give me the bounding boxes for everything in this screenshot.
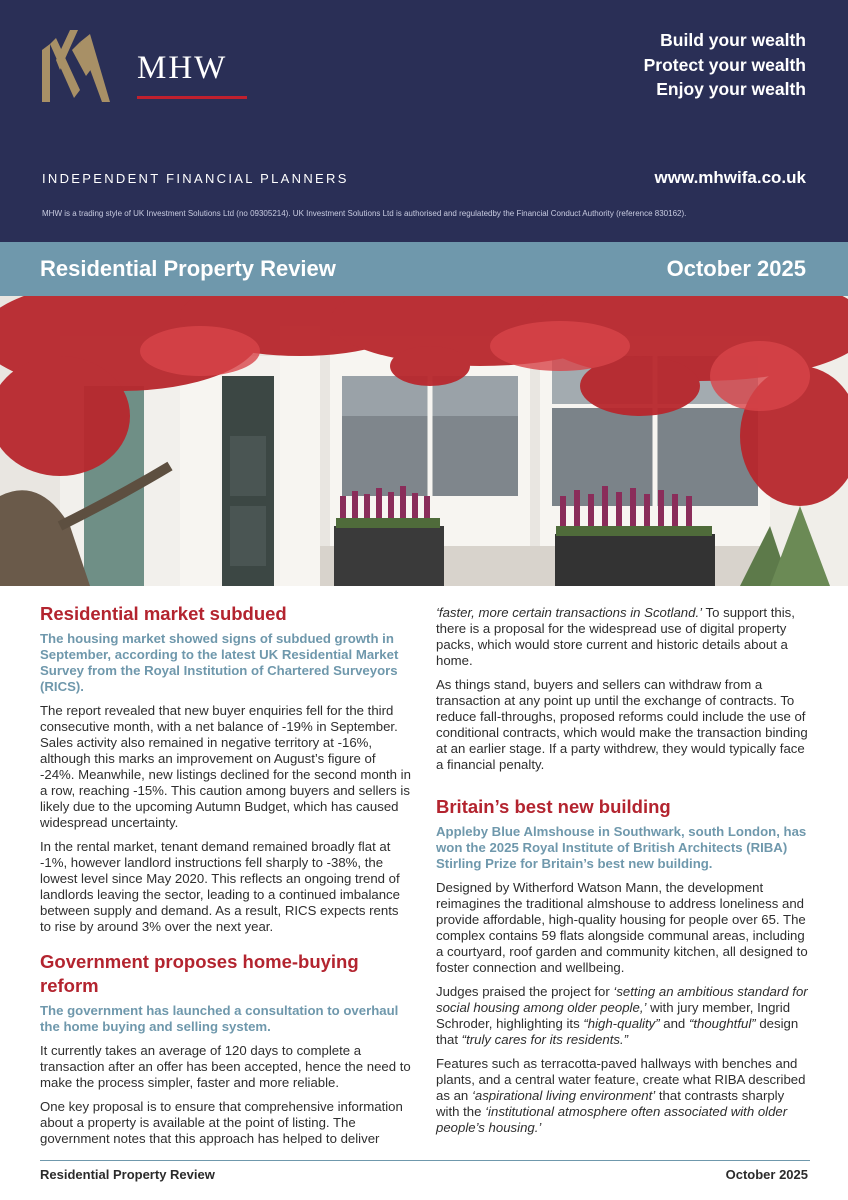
publication-date: October 2025	[666, 256, 806, 281]
mhw-logo-icon	[40, 30, 112, 104]
section-heading-building: Britain’s best new building	[436, 796, 671, 817]
brand-underline	[137, 96, 247, 99]
building-lede: Appleby Blue Almshouse in Southwark, south London, has won the 2025 Royal Institute of British Architects (RIBA) Stirling Prize for Britain’s best new building.	[436, 824, 807, 871]
tagline-enjoy: Enjoy your wealth	[656, 79, 806, 99]
reform-lede: The government has launched a consultation to overhaul the home buying and selling system.	[40, 1003, 399, 1034]
section-heading-market: Residential market subdued	[40, 603, 287, 624]
footer-divider	[40, 1160, 810, 1161]
section-heading-reform: Government proposes home-buying reform	[40, 951, 359, 996]
building-p2-text-b: with jury member, Ingrid Schroder, highlighting its	[436, 1000, 791, 1031]
building-paragraph-3	[436, 1056, 808, 1136]
building-quote-high-quality: “high-quality”	[583, 1016, 660, 1031]
tagline-protect: Protect your wealth	[643, 54, 806, 75]
hero-photo	[0, 296, 848, 586]
brand-name: MHW	[137, 50, 228, 86]
building-p3-text-a: Features such as terracotta-paved hallways with benches and plants, and a central water feature, create what RIBA described as an	[436, 1056, 806, 1103]
building-quote-aspirational: ‘aspirational living environment’	[471, 1088, 656, 1103]
reform-paragraph-3	[436, 605, 808, 669]
building-quote-institutional: ‘institutional atmosphere often associated with older people’s housing.’	[436, 1104, 788, 1135]
market-paragraph-2: In the rental market, tenant demand remained broadly flat at -1%, however landlord instructions fell sharply to -38%, the lowest level since May 2020. This reflects an ongoing trend of landlords leaving the sector, leading to a continued imbalance between supply and demand. As a result, RICS expects rents to rise by around 3% over the next year.	[40, 839, 400, 934]
tagline-group	[644, 28, 806, 102]
building-p2-text-d: design that	[436, 1016, 799, 1047]
footer-title: Residential Property Review	[40, 1167, 215, 1182]
market-lede: The housing market showed signs of subdued growth in September, according to the latest UK Residential Market Survey from the Royal Institution of Chartered Surveyors (RICS).	[40, 631, 399, 694]
right-column	[436, 605, 808, 1136]
footer-date: October 2025	[725, 1167, 808, 1182]
reform-paragraph-4: As things stand, buyers and sellers can withdraw from a transaction at any point up until the exchange of contracts. To reduce fall-throughs, proposed reforms could include the use of conditional contracts, which would make the transaction binding at an earlier stage. If a party withdrew, they would typically face a financial penalty.	[436, 677, 808, 772]
publication-title: Residential Property Review	[40, 256, 336, 281]
website-link[interactable]: www.mhwifa.co.uk	[654, 168, 806, 187]
header-banner	[0, 0, 848, 242]
building-quote-residents: “truly cares for its residents.”	[461, 1032, 629, 1047]
regulatory-disclaimer: MHW is a trading style of UK Investment Solutions Ltd (no 09305214). UK Investment Solutions Ltd is authorised and regulatedby the Financial Conduct Authority (reference 830162).	[42, 209, 687, 218]
building-paragraph-1: Designed by Witherford Watson Mann, the development reimagines the traditional almshouse to address loneliness and provide affordable, high-quality housing for people over 65. The complex contains 59 flats alongside communal areas, including a courtyard, roof garden and community kitchen, all designed to foster connection and wellbeing.	[436, 880, 808, 975]
reform-paragraph-3-text: To support this, there is a proposal for the widespread use of digital property packs, which would store current and historic details about a home.	[436, 605, 795, 668]
reform-paragraph-1: It currently takes an average of 120 days to complete a transaction after an offer has been accepted, hence the need to make the process simpler, faster and more reliable.	[40, 1043, 411, 1090]
building-p2-text-c: and	[659, 1016, 689, 1031]
reform-paragraph-2: One key proposal is to ensure that comprehensive information about a property is available at the point of listing. The government notes that this approach has helped to deliver	[40, 1099, 403, 1146]
building-p3-text-b: that contrasts sharply with the	[436, 1088, 785, 1119]
tagline-build: Build your wealth	[660, 30, 806, 50]
reform-quote: ‘faster, more certain transactions in Scotland.’	[436, 605, 703, 620]
building-quote-thoughtful: “thoughtful”	[688, 1016, 756, 1031]
market-paragraph-1: The report revealed that new buyer enquiries fell for the third consecutive month, with a net balance of -19% in September. Sales activity also remained in negative territory at -16%, although this marks an improvement on August’s figure of -24%. Meanwhile, new listings declined for the second month in a row, reaching -15%. This caution among buyers and sellers is likely due to the upcoming Autumn Budget, which has caused widespread uncertainty.	[40, 703, 411, 830]
building-paragraph-2	[436, 984, 808, 1048]
brand-subtitle: INDEPENDENT FINANCIAL PLANNERS	[42, 171, 349, 186]
left-column	[40, 602, 412, 1147]
title-band	[0, 242, 848, 296]
building-quote-standard: ‘setting an ambitious standard for social housing among older people,’	[436, 984, 808, 1015]
building-p2-text-a: Judges praised the project for	[436, 984, 614, 999]
